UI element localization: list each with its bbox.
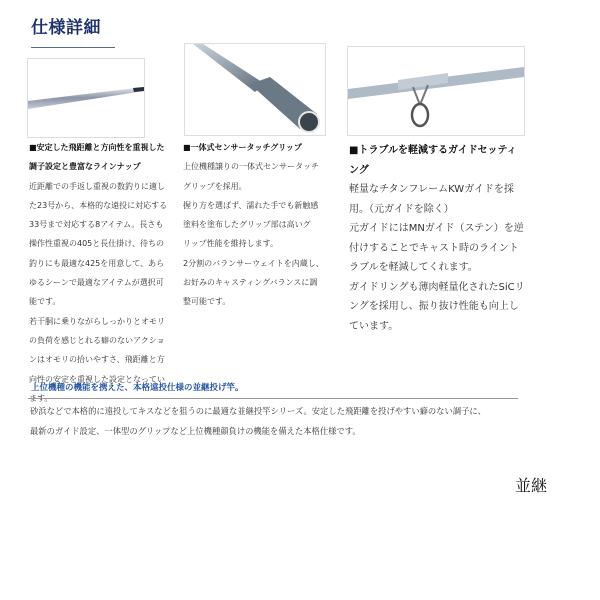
rod-guide-image	[348, 47, 524, 135]
feature-heading: ング	[349, 164, 369, 176]
feature-body-line: 33号まで対応する8アイテム。長さも	[29, 220, 164, 230]
rod-guide-photo	[347, 46, 525, 136]
feature-body-line: 近距離での手返し重視の数釣りに適し	[29, 181, 165, 191]
feature-body-line: ゆるシーンで最適なアイテムが選択可	[29, 278, 164, 288]
feature-body-line: 塗料を塗布したグリップ部は高いグ	[183, 220, 311, 230]
summary-description	[30, 402, 530, 441]
rod-tip-photo	[27, 58, 145, 138]
summary-heading: 上位機種の機能を携えた、本格遠投仕様の並継投げ竿。	[31, 383, 244, 393]
feature-body-line: 握り方を選ばず、濡れた手でも新触感	[183, 200, 319, 210]
feature-body-line: 2分割のバランサーウェイトを内蔵し、	[183, 258, 324, 268]
feature-body-line: 上位機種譲りの一体式センサータッチ	[183, 162, 319, 172]
summary-divider	[28, 398, 518, 399]
feature-heading: ■安定した飛距離と方向性を重視した	[29, 143, 165, 152]
feature-body-line: 整可能です。	[183, 297, 231, 307]
feature-column-2	[183, 138, 333, 312]
feature-body-line: ています。	[349, 320, 399, 332]
feature-column-3	[349, 141, 529, 336]
feature-body-line: 用。（元ガイドを除く）	[349, 203, 454, 215]
feature-body-line: 能です。	[29, 297, 61, 307]
rod-grip-photo	[184, 43, 326, 136]
feature-body-line: ングを採用し、振り抜け性能も向上し	[349, 301, 519, 312]
feature-body-line: ンはオモリの拾いやすさ、飛距離と方	[29, 355, 165, 365]
feature-body-line: た23号から、本格的な遠投に対応する	[29, 200, 168, 210]
feature-heading: ■トラブルを軽減するガイドセッティ	[349, 145, 517, 156]
feature-body-line: ラブルを軽減してくれます。	[349, 262, 478, 273]
feature-body-line: 軽量なチタンフレームKWガイドを採	[349, 184, 514, 195]
feature-heading: 調子設定と豊富なラインナップ	[29, 162, 141, 172]
feature-body-line: 若干胴に乗りながらしっかりとオモリ	[29, 316, 165, 326]
feature-heading: ■一体式センサータッチグリップ	[183, 143, 302, 152]
rod-tip-image	[28, 59, 144, 137]
feature-body-line: 操作性重視の405と長仕掛け、待ちの	[29, 239, 164, 249]
page-title: 仕様詳細	[31, 18, 101, 38]
feature-body-line: ガイドリングも薄肉軽量化されたSiCリ	[349, 281, 525, 293]
rod-grip-image	[185, 44, 325, 135]
feature-body-line: リップ性能を維持します。	[183, 239, 279, 249]
feature-body-line: 付けすることでキャスト時のライント	[349, 242, 519, 254]
joint-type-label: 並継	[515, 476, 548, 495]
feature-body-line: 釣りにも最適な425を用意して、あら	[29, 258, 165, 268]
feature-body-line: 元ガイドにはMNガイド（ステン）を逆	[349, 223, 524, 234]
summary-line: 最新のガイド設定、一体型のグリップなど上位機種顔負けの機能を備えた本格仕様です。	[30, 425, 361, 436]
summary-line: 砂浜などで本格的に遠投してキスなどを狙うのに最適な並継投竿シリーズ。安定した飛距離を投げやすい癖のない調子に、	[30, 406, 487, 416]
title-underline	[31, 47, 115, 48]
feature-body-line: グリップを採用。	[183, 181, 247, 191]
feature-column-1	[29, 138, 174, 408]
feature-body-line: 向性の安定を重視した設定となってい	[29, 374, 165, 384]
feature-body-line: の負荷を感じとれる癖のないアクショ	[29, 335, 165, 345]
feature-body-line: お好みのキャスティングバランスに調	[183, 278, 318, 288]
